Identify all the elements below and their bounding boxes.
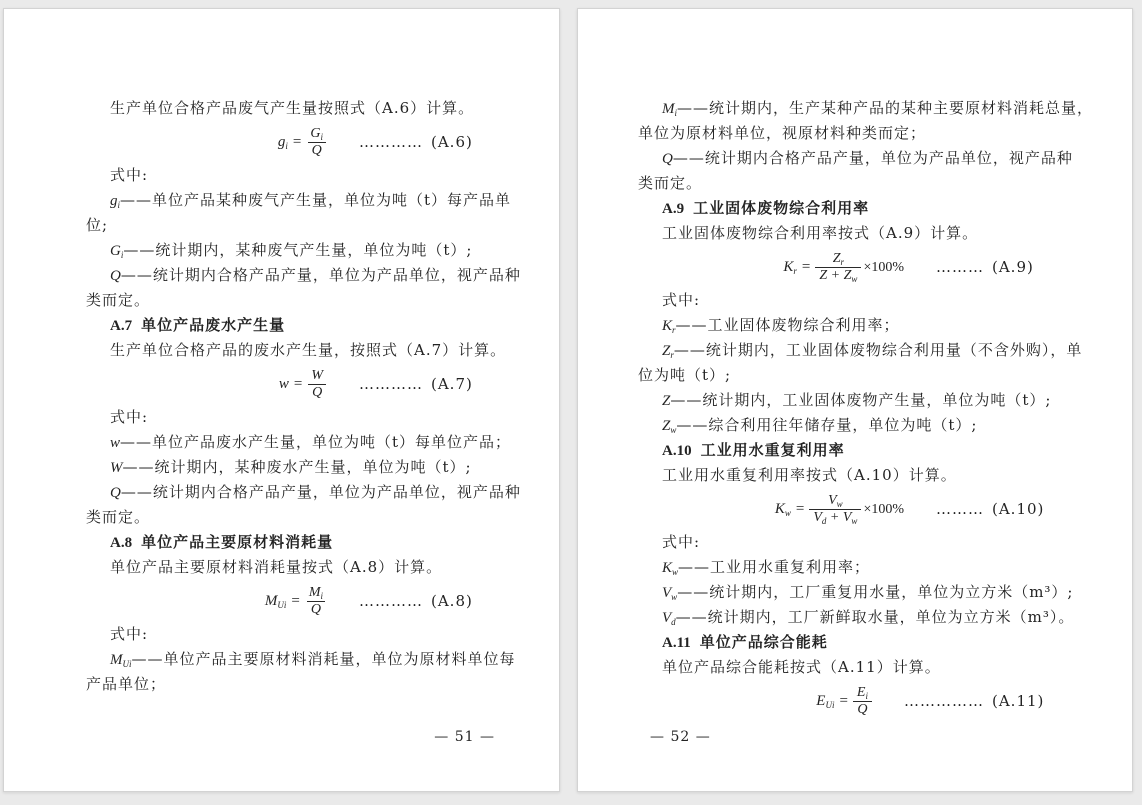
text-run: 生产单位合格产品废气产生量按照式（A.6）计算。 bbox=[110, 99, 475, 117]
section-heading bbox=[86, 530, 529, 555]
fraction-denominator bbox=[815, 267, 861, 284]
heading-number: A.9 bbox=[662, 201, 685, 217]
text-line bbox=[86, 96, 529, 121]
text-run: ——综合利用往年储存量，单位为吨（t）; bbox=[676, 416, 978, 434]
text-line bbox=[638, 146, 1090, 171]
text-run: 类而定。 bbox=[638, 174, 703, 192]
text-line bbox=[638, 555, 1090, 580]
text-line bbox=[86, 163, 529, 188]
math-variable: $g_i$ bbox=[110, 193, 121, 210]
math-variable: Z bbox=[662, 393, 671, 409]
text-line bbox=[86, 455, 529, 480]
text-run: ——统计期内合格产品产量，单位为产品单位，视产品种 bbox=[120, 483, 521, 501]
math-subscript: w bbox=[672, 567, 679, 577]
document-page-52 bbox=[577, 8, 1133, 792]
math-variable: Q bbox=[110, 268, 121, 284]
page-content bbox=[4, 9, 559, 697]
equals-sign: = bbox=[293, 375, 303, 392]
equation-expression bbox=[816, 685, 872, 718]
equals-sign: = bbox=[795, 500, 805, 517]
text-line bbox=[638, 388, 1090, 413]
math-variable: Q bbox=[311, 142, 322, 158]
percent-factor: ×100% bbox=[863, 259, 904, 275]
dot-leader: …………… bbox=[904, 691, 984, 710]
text-line bbox=[638, 463, 1090, 488]
math-subscript: i bbox=[674, 108, 678, 118]
math-variable: Z bbox=[819, 267, 828, 283]
text-line bbox=[86, 405, 529, 430]
equation bbox=[638, 684, 1090, 718]
text-line bbox=[638, 530, 1090, 555]
page-content bbox=[578, 9, 1132, 718]
equals-sign: = bbox=[801, 258, 811, 275]
equation bbox=[638, 492, 1090, 526]
math-variable: Q bbox=[310, 601, 321, 617]
text-line bbox=[86, 505, 529, 530]
fraction-numerator bbox=[306, 126, 327, 142]
math-variable: Q bbox=[662, 151, 673, 167]
math-variable: $V_d$ bbox=[813, 509, 827, 526]
math-subscript: w bbox=[670, 425, 677, 435]
text-line bbox=[638, 363, 1090, 388]
text-run: ——工业固体废物综合利用率； bbox=[675, 316, 900, 334]
math-variable: $V_d$ bbox=[662, 610, 676, 627]
text-run: 单位产品综合能耗按式（A.11）计算。 bbox=[662, 658, 941, 676]
math-variable: $G_i$ bbox=[110, 243, 124, 260]
fraction bbox=[307, 368, 327, 401]
text-line bbox=[638, 171, 1090, 196]
fraction-denominator bbox=[307, 601, 325, 618]
fraction-numerator bbox=[829, 251, 848, 267]
math-subscript: r bbox=[670, 350, 674, 360]
text-run: ——统计期内，某种废气产生量，单位为吨（t）; bbox=[123, 241, 473, 259]
section-heading bbox=[638, 196, 1090, 221]
math-subscript: i bbox=[320, 131, 323, 142]
equation bbox=[86, 125, 529, 159]
dot-leader: ……… bbox=[936, 257, 984, 276]
percent-factor: ×100% bbox=[863, 501, 904, 517]
equation-number: (A.10) bbox=[992, 499, 1045, 518]
math-variable: $K_w$ bbox=[774, 500, 791, 518]
fraction-denominator bbox=[853, 701, 871, 718]
equation-number: (A.7) bbox=[431, 374, 473, 393]
equation-expression bbox=[783, 251, 904, 284]
heading-number: A.7 bbox=[110, 318, 133, 334]
page-number: — 51 — bbox=[434, 729, 495, 745]
text-run: + bbox=[827, 267, 844, 283]
fraction bbox=[809, 493, 861, 526]
text-run: ——单位产品某种废气产生量，单位为吨（t）每产品单 bbox=[120, 191, 512, 209]
page-number: — 52 — bbox=[650, 729, 711, 745]
equals-sign: = bbox=[292, 133, 302, 150]
text-line bbox=[86, 213, 529, 238]
text-run: 式中: bbox=[110, 408, 149, 426]
text-line bbox=[638, 580, 1090, 605]
math-variable: $K_r$ bbox=[662, 318, 676, 335]
math-subscript: r bbox=[672, 325, 676, 335]
text-run: ——统计期内，工厂新鲜取水量，单位为立方米（m³）。 bbox=[675, 608, 1075, 626]
heading-text: 工业固体废物综合利用率 bbox=[693, 199, 870, 217]
math-variable: w bbox=[278, 375, 289, 392]
text-run: 工业固体废物综合利用率按式（A.9）计算。 bbox=[662, 224, 979, 242]
dot-leader: ……… bbox=[936, 499, 984, 518]
section-heading bbox=[86, 313, 529, 338]
text-run: 位; bbox=[86, 216, 109, 234]
equation-number: (A.9) bbox=[992, 257, 1034, 276]
equation-expression bbox=[775, 493, 904, 526]
text-run: ——单位产品主要原材料消耗量，单位为原材料单位每 bbox=[131, 650, 516, 668]
dot-leader: ………… bbox=[359, 374, 423, 393]
text-run: 式中: bbox=[662, 291, 701, 309]
equation-expression bbox=[279, 368, 327, 401]
fraction bbox=[815, 251, 861, 284]
text-line bbox=[86, 430, 529, 455]
text-run: 产品单位； bbox=[86, 675, 167, 693]
math-subscript: w bbox=[836, 498, 843, 509]
math-variable: $V_w$ bbox=[842, 509, 858, 526]
text-line bbox=[638, 655, 1090, 680]
math-variable: $M_{Ui}$ bbox=[264, 592, 287, 610]
text-run: 生产单位合格产品的废水产生量，按照式（A.7）计算。 bbox=[110, 341, 507, 359]
text-run: ——统计期内，工业固体废物产生量，单位为吨（t）; bbox=[670, 391, 1052, 409]
text-line bbox=[86, 622, 529, 647]
math-variable: $M_i$ bbox=[308, 584, 323, 601]
text-line bbox=[86, 238, 529, 263]
text-run: 单位为原材料单位，视原材料种类而定； bbox=[638, 124, 927, 142]
math-variable: $V_w$ bbox=[662, 585, 678, 602]
fraction-denominator bbox=[809, 509, 861, 526]
equation-expression bbox=[265, 585, 327, 618]
equation-number: (A.6) bbox=[431, 132, 473, 151]
math-subscript: w bbox=[671, 592, 678, 602]
math-subscript: r bbox=[793, 265, 797, 276]
heading-number: A.11 bbox=[662, 635, 691, 651]
math-variable: Q bbox=[110, 485, 121, 501]
fraction-numerator bbox=[824, 493, 847, 509]
text-line bbox=[86, 672, 529, 697]
math-variable: $V_w$ bbox=[828, 492, 843, 509]
text-run: ——统计期内，生产某种产品的某种主要原材料消耗总量， bbox=[677, 99, 1094, 117]
math-subscript: d bbox=[821, 515, 827, 526]
math-subscript: Ui bbox=[122, 659, 132, 669]
text-run: ——统计期内，工业固体废物综合利用量（不含外购），单 bbox=[673, 341, 1083, 359]
text-line bbox=[86, 263, 529, 288]
text-run: 类而定。 bbox=[86, 291, 151, 309]
text-line bbox=[86, 480, 529, 505]
equation bbox=[638, 250, 1090, 284]
text-run: 位为吨（t）; bbox=[638, 366, 732, 384]
equation-expression bbox=[278, 126, 327, 159]
math-variable: $K_r$ bbox=[783, 258, 797, 276]
document-page-51 bbox=[3, 8, 560, 792]
equation-number: (A.11) bbox=[992, 691, 1045, 710]
equation-number: (A.8) bbox=[431, 591, 473, 610]
math-subscript: i bbox=[285, 140, 288, 151]
math-variable: Q bbox=[312, 384, 323, 400]
math-subscript: i bbox=[320, 590, 323, 601]
text-line bbox=[86, 647, 529, 672]
heading-text: 单位产品废水产生量 bbox=[141, 316, 286, 334]
math-variable: $Z_r$ bbox=[832, 250, 845, 267]
math-subscript: i bbox=[120, 250, 124, 260]
text-line bbox=[638, 121, 1090, 146]
heading-number: A.10 bbox=[662, 443, 692, 459]
text-line bbox=[86, 188, 529, 213]
math-subscript: w bbox=[851, 273, 858, 284]
math-variable: w bbox=[110, 435, 121, 451]
text-line bbox=[638, 605, 1090, 630]
math-variable: $Z_w$ bbox=[662, 418, 677, 435]
math-subscript: Ui bbox=[825, 699, 835, 710]
heading-number: A.8 bbox=[110, 535, 133, 551]
text-line bbox=[86, 555, 529, 580]
math-subscript: w bbox=[784, 507, 791, 518]
text-run: + bbox=[826, 509, 843, 525]
fraction-numerator bbox=[853, 685, 872, 701]
equation bbox=[86, 367, 529, 401]
text-run: ——工业用水重复利用率； bbox=[678, 558, 871, 576]
text-line bbox=[638, 221, 1090, 246]
text-run: 式中: bbox=[110, 166, 149, 184]
equation bbox=[86, 584, 529, 618]
fraction bbox=[306, 126, 327, 159]
text-line bbox=[86, 338, 529, 363]
math-subscript: d bbox=[671, 617, 676, 627]
math-variable: $K_w$ bbox=[662, 560, 679, 577]
math-variable: $g_i$ bbox=[277, 133, 288, 151]
text-run: ——统计期内，工厂重复用水量，单位为立方米（m³）; bbox=[677, 583, 1074, 601]
fraction-denominator bbox=[308, 384, 326, 401]
text-run: ——单位产品废水产生量，单位为吨（t）每单位产品； bbox=[120, 433, 512, 451]
section-heading bbox=[638, 630, 1090, 655]
math-variable: $G_i$ bbox=[310, 125, 323, 142]
heading-text: 单位产品综合能耗 bbox=[699, 633, 828, 651]
math-variable: $E_{Ui}$ bbox=[816, 692, 835, 710]
math-variable: W bbox=[311, 367, 323, 383]
text-run: 类而定。 bbox=[86, 508, 151, 526]
math-variable: Q bbox=[857, 701, 868, 717]
equals-sign: = bbox=[839, 692, 848, 709]
fraction-numerator bbox=[305, 585, 327, 601]
text-line bbox=[638, 413, 1090, 438]
text-run: 式中: bbox=[662, 533, 701, 551]
equals-sign: = bbox=[291, 592, 300, 609]
heading-text: 单位产品主要原材料消耗量 bbox=[141, 533, 334, 551]
text-run: ——统计期内，某种废水产生量，单位为吨（t）; bbox=[122, 458, 472, 476]
text-line bbox=[638, 96, 1094, 121]
dot-leader: ………… bbox=[359, 132, 423, 151]
math-variable: $Z_r$ bbox=[662, 343, 674, 360]
dot-leader: ………… bbox=[359, 591, 423, 610]
text-run: ——统计期内合格产品产量，单位为产品单位，视产品种 bbox=[120, 266, 521, 284]
text-run: 单位产品主要原材料消耗量按式（A.8）计算。 bbox=[110, 558, 443, 576]
fraction-denominator bbox=[308, 142, 326, 159]
text-line bbox=[86, 288, 529, 313]
fraction-numerator bbox=[307, 368, 327, 384]
text-line bbox=[638, 288, 1090, 313]
text-run: 工业用水重复利用率按式（A.10）计算。 bbox=[662, 466, 957, 484]
math-subscript: i bbox=[117, 200, 121, 210]
text-line bbox=[638, 338, 1090, 363]
math-variable: $Z_w$ bbox=[843, 267, 858, 284]
math-variable: $M_{Ui}$ bbox=[110, 652, 132, 669]
math-variable: W bbox=[110, 460, 123, 476]
text-run: ——统计期内合格产品产量，单位为产品单位，视产品种 bbox=[672, 149, 1073, 167]
math-subscript: i bbox=[865, 690, 868, 701]
fraction bbox=[305, 585, 327, 618]
section-heading bbox=[638, 438, 1090, 463]
math-variable: $E_i$ bbox=[856, 684, 868, 701]
math-subscript: r bbox=[840, 256, 845, 267]
math-subscript: w bbox=[851, 515, 858, 526]
text-line bbox=[638, 313, 1090, 338]
heading-text: 工业用水重复利用率 bbox=[700, 441, 845, 459]
math-subscript: Ui bbox=[277, 599, 287, 610]
fraction bbox=[853, 685, 872, 718]
math-variable: $M_i$ bbox=[662, 101, 678, 118]
text-run: 式中: bbox=[110, 625, 149, 643]
